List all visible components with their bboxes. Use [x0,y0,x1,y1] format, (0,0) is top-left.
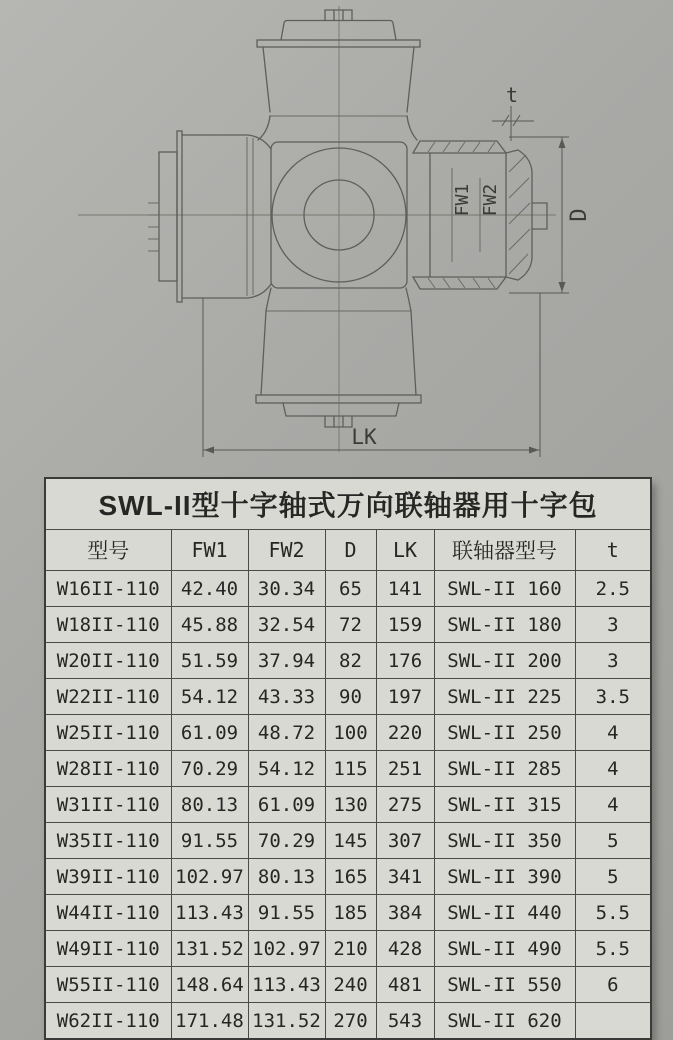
table-cell: 113.43 [171,895,248,931]
table-cell: 131.52 [248,1003,325,1040]
table-cell: 185 [325,895,376,931]
table-cell: 341 [376,859,434,895]
table-cell: 113.43 [248,967,325,1003]
table-cell: 100 [325,715,376,751]
table-cell: SWL-II 160 [434,571,575,607]
table-cell: 171.48 [171,1003,248,1040]
table-cell: 65 [325,571,376,607]
dim-label-d: D [567,208,592,222]
table-cell: W25II-110 [45,715,171,751]
column-header: FW1 [171,530,248,571]
table-cell: 131.52 [171,931,248,967]
top-bearing-cup [257,10,420,140]
table-cell: 54.12 [171,679,248,715]
table-cell: 70.29 [248,823,325,859]
table-cell: 45.88 [171,607,248,643]
table-cell: 32.54 [248,607,325,643]
table-cell: W49II-110 [45,931,171,967]
column-header: 联轴器型号 [434,530,575,571]
table-row [45,1003,651,1040]
table-cell: 30.34 [248,571,325,607]
table-cell: SWL-II 390 [434,859,575,895]
table-cell: W22II-110 [45,679,171,715]
table-cell: W62II-110 [45,1003,171,1040]
table-cell: 130 [325,787,376,823]
bottom-bearing-cup [256,288,421,427]
table-cell: SWL-II 250 [434,715,575,751]
table-row [45,571,651,607]
table-row [45,607,651,643]
table-cell: 4 [575,751,651,787]
table-row [45,967,651,1003]
table-cell: 176 [376,643,434,679]
table-cell: 148.64 [171,967,248,1003]
table-cell: W35II-110 [45,823,171,859]
table-cell: SWL-II 315 [434,787,575,823]
table-cell: 91.55 [171,823,248,859]
needle-roller-hatching-top [428,142,495,152]
column-header: FW2 [248,530,325,571]
table-cell: 3 [575,643,651,679]
table-cell: SWL-II 180 [434,607,575,643]
table-cell: 159 [376,607,434,643]
table-cell: 91.55 [248,895,325,931]
end-cap-hatching [509,155,530,274]
table-cell: SWL-II 350 [434,823,575,859]
table-cell: 70.29 [171,751,248,787]
table-row [45,895,651,931]
spec-table [44,477,652,1040]
column-header: t [575,530,651,571]
dim-label-lk: LK [351,425,377,449]
table-cell: 5.5 [575,931,651,967]
table-cell: W20II-110 [45,643,171,679]
table-cell: SWL-II 440 [434,895,575,931]
table-cell: 72 [325,607,376,643]
column-header: LK [376,530,434,571]
table-cell: 82 [325,643,376,679]
table-cell: 42.40 [171,571,248,607]
table-title: SWL-II型十字轴式万向联轴器用十字包 [45,478,651,530]
table-cell: 5.5 [575,895,651,931]
table-row [45,859,651,895]
centerlines [78,6,556,452]
table-cell: SWL-II 200 [434,643,575,679]
table-row [45,751,651,787]
table-cell: 61.09 [171,715,248,751]
table-cell: 240 [325,967,376,1003]
table-cell: 6 [575,967,651,1003]
needle-roller-hatching-bottom [428,278,495,288]
table-cell: 307 [376,823,434,859]
table-row [45,787,651,823]
table-cell: 428 [376,931,434,967]
table-cell: 54.12 [248,751,325,787]
table-cell: W55II-110 [45,967,171,1003]
table-header-row [45,530,651,571]
table-row [45,715,651,751]
table-cell: SWL-II 620 [434,1003,575,1040]
table-cell: 210 [325,931,376,967]
table-cell: 3.5 [575,679,651,715]
table-cell: 141 [376,571,434,607]
table-cell: 220 [376,715,434,751]
table-cell: 270 [325,1003,376,1040]
table-cell: 43.33 [248,679,325,715]
table-row [45,643,651,679]
dimension-t [492,83,534,141]
table-cell: SWL-II 285 [434,751,575,787]
table-cell: W28II-110 [45,751,171,787]
table-cell: SWL-II 225 [434,679,575,715]
table-cell: 543 [376,1003,434,1040]
dimension-lk [203,293,540,457]
left-bearing-cup [148,131,271,302]
table-cell: 51.59 [171,643,248,679]
universal-joint-drawing [0,0,673,470]
table-cell: 197 [376,679,434,715]
table-cell: 4 [575,715,651,751]
table-cell: 2.5 [575,571,651,607]
table-cell: W39II-110 [45,859,171,895]
table-cell: 481 [376,967,434,1003]
column-header: 型号 [45,530,171,571]
table-cell: W44II-110 [45,895,171,931]
table-row [45,679,651,715]
table-cell: 145 [325,823,376,859]
spline-serration-ticks [148,203,159,251]
table-cell: SWL-II 490 [434,931,575,967]
table-cell: 61.09 [248,787,325,823]
table-cell: 5 [575,823,651,859]
grease-boss [532,203,547,229]
table-cell: 90 [325,679,376,715]
dim-label-fw1: FW1 [452,183,473,217]
table-cell: 80.13 [171,787,248,823]
table-cell: 165 [325,859,376,895]
table-cell: 5 [575,859,651,895]
table-cell: 102.97 [171,859,248,895]
table-cell: 4 [575,787,651,823]
table-cell: W18II-110 [45,607,171,643]
dim-label-t: t [505,83,519,107]
table-cell: 37.94 [248,643,325,679]
table-row [45,823,651,859]
table-cell: SWL-II 550 [434,967,575,1003]
dim-label-fw2: FW2 [480,183,501,217]
table-title-row [45,478,651,530]
table-cell: 115 [325,751,376,787]
column-header: D [325,530,376,571]
table-cell: 251 [376,751,434,787]
table-cell: 384 [376,895,434,931]
table-cell: 275 [376,787,434,823]
table-cell: 3 [575,607,651,643]
table-cell: 48.72 [248,715,325,751]
table-cell: W16II-110 [45,571,171,607]
table-cell: 102.97 [248,931,325,967]
table-row [45,931,651,967]
table-cell: 80.13 [248,859,325,895]
table-cell: W31II-110 [45,787,171,823]
table-cell [575,1003,651,1040]
